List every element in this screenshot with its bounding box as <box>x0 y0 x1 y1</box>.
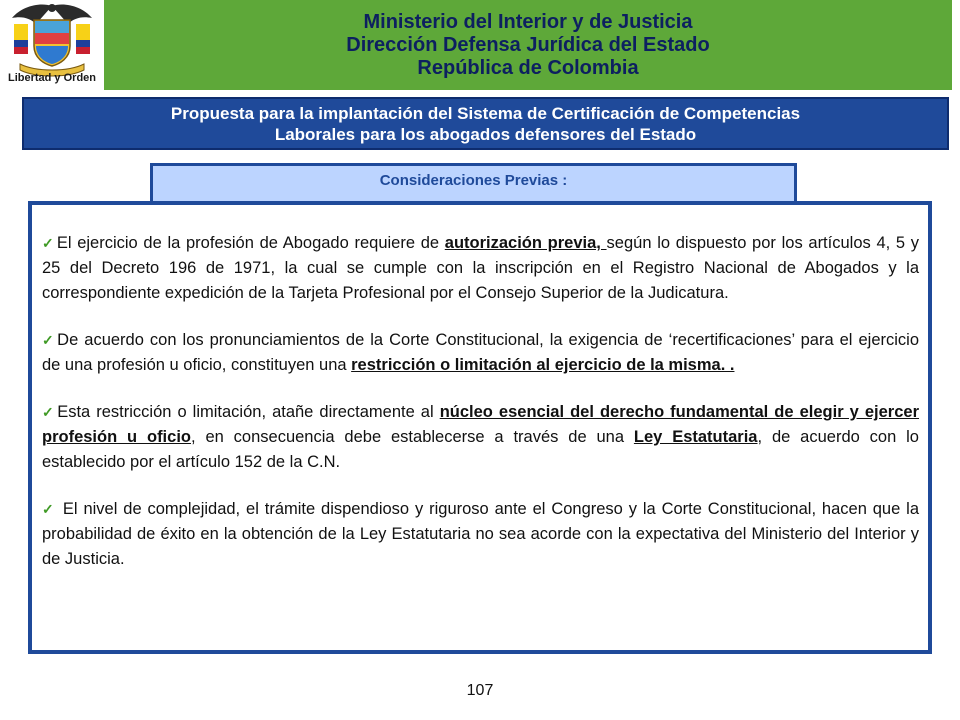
p1-text-c: según lo dispuesto por los artículos 4, 5 y 25 del Decreto 196 de 1971, la cual se cumple con la inscripción en el Registro Nacional de Abogados y la correspondiente expedición de la Tarjeta Profesional por el Consejo Superior de la Judicatura. <box>42 234 920 302</box>
p4-text-a: El nivel de complejidad, el trámite dispendioso y riguroso ante el Congreso y la Corte Constitucional, hacen que la probabilidad de éxito en la obtención de la Ley Estatutaria no sea acorde con la expectativa del Ministerio del Interior y de Justicia. <box>42 500 919 568</box>
p3-underlined-core: núcleo esencial del derecho fundamental de elegir y ejercer profesión u oficio <box>42 403 920 446</box>
p2-underlined: restricción o limitación al ejercicio de la misma. . <box>351 356 735 374</box>
p3-text-c: , en consecuencia debe establecerse a través de una <box>190 428 634 446</box>
checkmark-icon: ✓ <box>42 332 56 348</box>
p3-underlined-law: Ley Estatutaria <box>633 428 758 446</box>
p3-text-a: Esta restricción o limitación, atañe directamente al <box>57 403 440 421</box>
page-number: 107 <box>466 682 494 699</box>
checkmark-icon: ✓ <box>42 501 56 517</box>
proposal-title-box <box>22 97 949 150</box>
paragraph-4 <box>42 497 919 572</box>
paragraph-1 <box>42 231 919 306</box>
content-box <box>28 201 932 654</box>
checkmark-icon: ✓ <box>42 235 55 251</box>
p3-text-e: , de acuerdo con lo establecido por el artículo 152 de la C.N. <box>42 428 919 471</box>
ministry-header <box>104 0 952 90</box>
header-line-direction: Dirección Defensa Jurídica del Estado <box>346 33 710 56</box>
proposal-line-1: Propuesta para la implantación del Sistema de Certificación de Competencias <box>170 103 801 123</box>
header-line-country: República de Colombia <box>417 56 639 79</box>
paragraph-3 <box>42 400 919 475</box>
checkmark-icon: ✓ <box>42 404 56 420</box>
proposal-line-2: Laborales para los abogados defensores del Estado <box>274 124 697 144</box>
section-title: Consideraciones Previas : <box>150 163 797 201</box>
header-line-ministry: Ministerio del Interior y de Justicia <box>363 10 693 33</box>
p1-text-a: El ejercicio de la profesión de Abogado requiere de <box>56 234 445 252</box>
logo-motto: Libertad y Orden <box>7 72 97 84</box>
paragraph-2 <box>42 328 919 378</box>
p1-underlined: autorización previa, <box>444 234 607 252</box>
coat-of-arms-logo <box>0 0 104 96</box>
p2-text-a: De acuerdo con los pronunciamientos de la Corte Constitucional, la exigencia de ‘recertificaciones’ para el ejercicio de una profesión u oficio, constituyen una <box>42 331 920 374</box>
coat-of-arms-icon <box>0 0 104 80</box>
